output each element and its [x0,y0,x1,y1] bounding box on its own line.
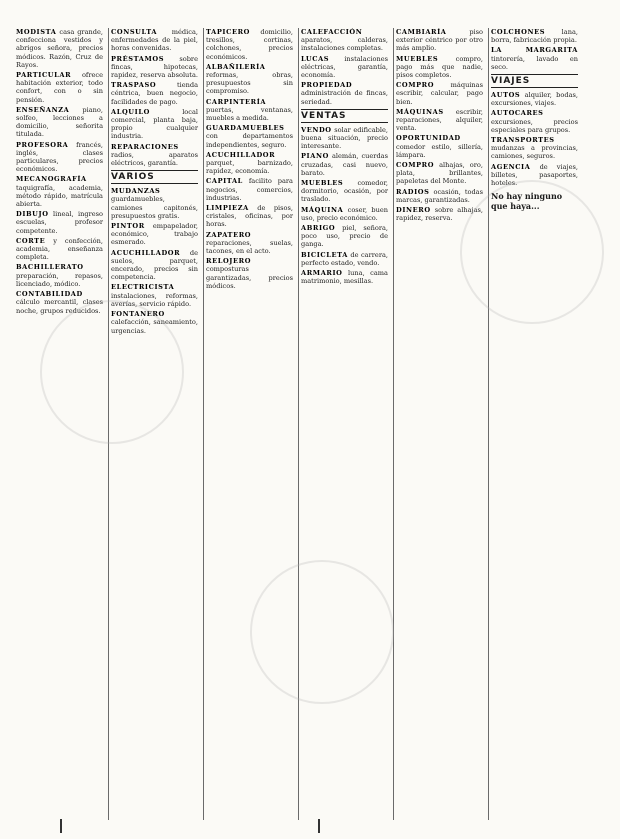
ad-keyword: PROFESORA [16,140,69,149]
classified-ad [111,249,198,282]
ad-keyword: LIMPIEZA [206,204,249,213]
ad-keyword: BACHILLERATO [16,263,84,272]
ad-keyword: TAPICERO [206,28,251,36]
classified-ad [491,136,578,161]
classified-ad [111,28,198,53]
classified-ad [396,188,483,204]
classified-ad [206,151,293,176]
ad-text: de suelos, parquet, encerado, precios sin competencia. [111,248,198,282]
ad-keyword: MODISTA [16,28,57,36]
ad-text: local comercial, planta baja, propio cualquier industria. [111,107,198,141]
ad-text: guardamuebles, camiones capitonés, presupuestos gratis. [111,195,198,220]
column-1 [14,28,105,820]
classified-ad [206,63,293,96]
classified-ad [301,126,388,151]
ad-text: piel, señora, poco uso, precio de ganga. [301,224,388,249]
ad-keyword: ALBAÑILERÍA [206,62,266,71]
ad-text: preparación, repasos, licenciado, módico. [16,271,103,288]
classified-ad [206,98,293,123]
ad-keyword: AUTOS [491,91,521,100]
ad-text: solar edificable, buena situación, precio interesante. [301,125,388,151]
ad-keyword: MECANOGRAFÍA [16,175,87,184]
column-5 [393,28,485,820]
classified-ad [396,161,483,186]
ad-text: comedor estilo, sillería, lámpara. [396,142,483,159]
classified-ad [206,204,293,229]
ad-text: cálculo mercantil, clases noche, grupos reducidos. [16,298,103,315]
classified-ad [301,179,388,204]
ad-keyword: MUEBLES [301,179,344,188]
ad-text: tienda céntrica, buen negocio, facilidades de pago. [111,81,198,106]
classified-ad [491,46,578,71]
ad-text: lineal, ingreso escuelas, profesor competente. [16,210,103,235]
ad-keyword: GUARDAMUEBLES [206,124,285,133]
classified-ad [16,141,103,174]
classified-ad [206,177,293,202]
ad-keyword: PINTOR [111,222,145,231]
ad-keyword: MUEBLES [396,54,439,63]
classified-ad [301,206,388,222]
ad-keyword: PIANO [301,152,329,161]
classified-ad [206,231,293,256]
classified-ad [491,28,578,44]
ad-text: escribir, reparaciones, alquiler, venta. [396,107,483,133]
classified-ad [206,28,293,61]
classified-ad [491,91,578,107]
ad-text: reformas, obras, presupuestos sin compromiso. [206,71,293,96]
ad-text: facilito para negocios, comercios, industrias. [206,177,293,202]
classified-ad [396,55,483,80]
classified-ad [396,81,483,106]
ad-keyword: TRANSPORTES [491,136,555,145]
ad-text: piso exterior céntrico por otro más amplio. [396,28,483,53]
ad-text: alhajas, oro, plata, brillantes, papeletas del Monte. [396,161,483,186]
ad-keyword: AUTOCARES [491,109,544,118]
ad-text: de pisos, cristales, oficinas, por horas. [206,204,293,229]
classified-ad [111,310,198,335]
ad-text: de carrera, perfecto estado, vendo. [301,250,388,267]
classified-ad [111,55,198,80]
classified-ad [16,237,103,262]
ad-text: calefacción, saneamiento, urgencias. [111,318,198,335]
ad-text: con departamentos independientes, seguro. [206,132,293,149]
ad-keyword: COMPRO [396,81,435,90]
ad-keyword: PARTICULAR [16,71,72,80]
ad-keyword: BICICLETA [301,250,348,259]
ad-keyword: MÁQUINA [301,205,344,214]
ad-keyword: ACUCHILLADOR [111,248,181,257]
ad-text: médica, enfermedades de la piel, horas convenidas. [111,28,198,53]
classified-ad [16,175,103,208]
ad-text: comedor, dormitorio, ocasión, por traslado. [301,179,388,204]
ad-keyword: ENSEÑANZA [16,105,70,114]
ad-keyword: CARPINTERÍA [206,97,267,106]
ad-text: piano, solfeo, lecciones a domicilio, señorita titulada. [16,105,103,139]
ad-text: tintorería, lavado en seco. [491,54,578,71]
ad-text: casa grande, confecciona vestidos y abrigos señora, precios módicos. Razón, Cruz de Rayos. [16,28,103,69]
classified-ad [111,187,198,220]
ad-text: de viajes, billetes, pasaportes, hoteles. [491,162,578,188]
ad-keyword: CORTE [16,236,46,245]
ad-keyword: VENDO [301,125,332,134]
ad-text: mudanzas a provincias, camiones, seguros. [491,144,578,161]
classified-ad [301,224,388,249]
ad-keyword: LUCAS [301,54,330,63]
ad-keyword: ALQUILO [111,107,150,116]
ad-keyword: LA MARGARITA [491,46,578,55]
ad-text: y confección, academia, enseñanza completa. [16,236,103,262]
section-heading-varios: VARIOS [111,170,198,184]
ad-text: lana, borra, fabricación propia. [491,28,578,45]
classified-ad [16,263,103,288]
classifieds-page [14,28,580,820]
ad-keyword: PROPIEDAD [301,81,353,90]
classified-ad [111,222,198,247]
classified-ad [16,290,103,315]
closing-note: No hay ninguno que haya... [491,191,563,212]
ad-keyword: CAMBIARÍA [396,28,447,36]
ad-text: ofrece habitación exterior, todo confort, con o sin pensión. [16,71,103,104]
ad-keyword: CONTABILIDAD [16,290,83,299]
ad-text: domicilio, tresillos, cortinas, colchones, precios económicos. [206,28,293,61]
ad-text: puertas, ventanas, muebles a medida. [206,105,293,123]
classified-ad [16,106,103,139]
ad-keyword: DINERO [396,206,431,215]
classified-ad [301,251,388,267]
ad-text: ocasión, todas marcas, garantizadas. [396,187,483,204]
classified-ad [396,134,483,159]
ad-text: compro, pago más que nadie, pisos completos. [396,54,483,80]
ad-text: alquiler, bodas, excursiones, viajes. [491,91,578,108]
margin-mark [318,819,320,833]
ad-text: coser, buen uso, precio económico. [301,205,388,222]
ad-keyword: CONSULTA [111,28,158,36]
classified-ad [396,206,483,222]
ad-keyword: PRÉSTAMOS [111,54,165,63]
ad-keyword: RADIOS [396,187,430,196]
ad-text: administración de fincas, seriedad. [301,89,388,106]
section-heading-viajes: VIAJES [491,74,578,88]
ad-keyword: CALEFACCIÓN [301,28,363,36]
classified-ad [16,28,103,69]
ad-keyword: RELOJERO [206,257,252,266]
ad-text: francés, inglés, clases particulares, precios económicos. [16,140,103,174]
classified-ad [491,109,578,134]
classified-ad [206,257,293,290]
ad-text: instalaciones, reformas, averías, servicio rápido. [111,291,198,308]
margin-mark [60,819,62,833]
column-4 [298,28,390,820]
ad-text: radios, aparatos eléctricos, garantía. [111,150,198,168]
ad-keyword: ARMARIO [301,269,343,278]
column-2 [108,28,200,820]
ad-text: taquigrafía, academia, método rápido, matrícula abierta. [16,183,103,209]
ad-keyword: REPARACIONES [111,142,179,151]
classified-ad [301,55,388,80]
ad-keyword: AGENCIA [491,162,531,171]
classified-ad [301,81,388,106]
classified-ad [301,28,388,53]
classified-ad [206,124,293,149]
ad-text: máquinas escribir, calcular, pago bien. [396,81,483,106]
ad-keyword: OPORTUNIDAD [396,134,461,143]
ad-text: instalaciones eléctricas, garantía, economía. [301,54,388,80]
classified-ad [111,81,198,106]
ad-keyword: MÁQUINAS [396,107,444,116]
ad-keyword: ELECTRICISTA [111,283,175,292]
ad-text: sobre fincas, hipotecas, rapidez, reserva absoluta. [111,54,198,80]
ad-keyword: MUDANZAS [111,187,161,196]
ad-text: sobre alhajas, rapidez, reserva. [396,206,483,223]
ad-keyword: TRASPASO [111,81,157,90]
ad-keyword: FONTANERO [111,310,165,319]
ad-keyword: DIBUJO [16,210,49,219]
ad-text: luna, cama matrimonio, mesillas. [301,269,388,286]
ad-text: empapelador, económico, trabajo esmerado. [111,222,198,247]
ad-keyword: COMPRO [396,161,435,170]
classified-ad [301,152,388,177]
ad-keyword: ACUCHILLADOR [206,150,276,159]
ad-keyword: CAPITAL [206,177,243,186]
ad-text: composturas garantizadas, precios módicos. [206,265,293,290]
classified-ad [111,143,198,168]
classified-ad [301,269,388,285]
classified-ad [111,108,198,141]
ad-text: alemán, cuerdas cruzadas, casi nuevo, barato. [301,152,388,177]
classified-ad [491,163,578,188]
section-heading-ventas: VENTAS [301,109,388,123]
classified-ad [396,28,483,53]
ad-keyword: ABRIGO [301,224,336,233]
classified-ad [16,71,103,104]
ad-text: aparatos, calderas, instalaciones completas. [301,36,388,53]
classified-ad [16,210,103,235]
ad-keyword: COLCHONES [491,28,546,36]
ad-keyword: ZAPATERO [206,230,252,239]
classified-ad [396,108,483,133]
classified-ad [111,283,198,308]
ad-text: excursiones, precios especiales para grupos. [491,117,578,134]
column-3 [203,28,295,820]
ad-text: reparaciones, suelas, tacones, en el acto. [206,238,293,256]
ad-text: parquet, barnizado, rapidez, economía. [206,159,293,176]
column-6 [488,28,580,820]
